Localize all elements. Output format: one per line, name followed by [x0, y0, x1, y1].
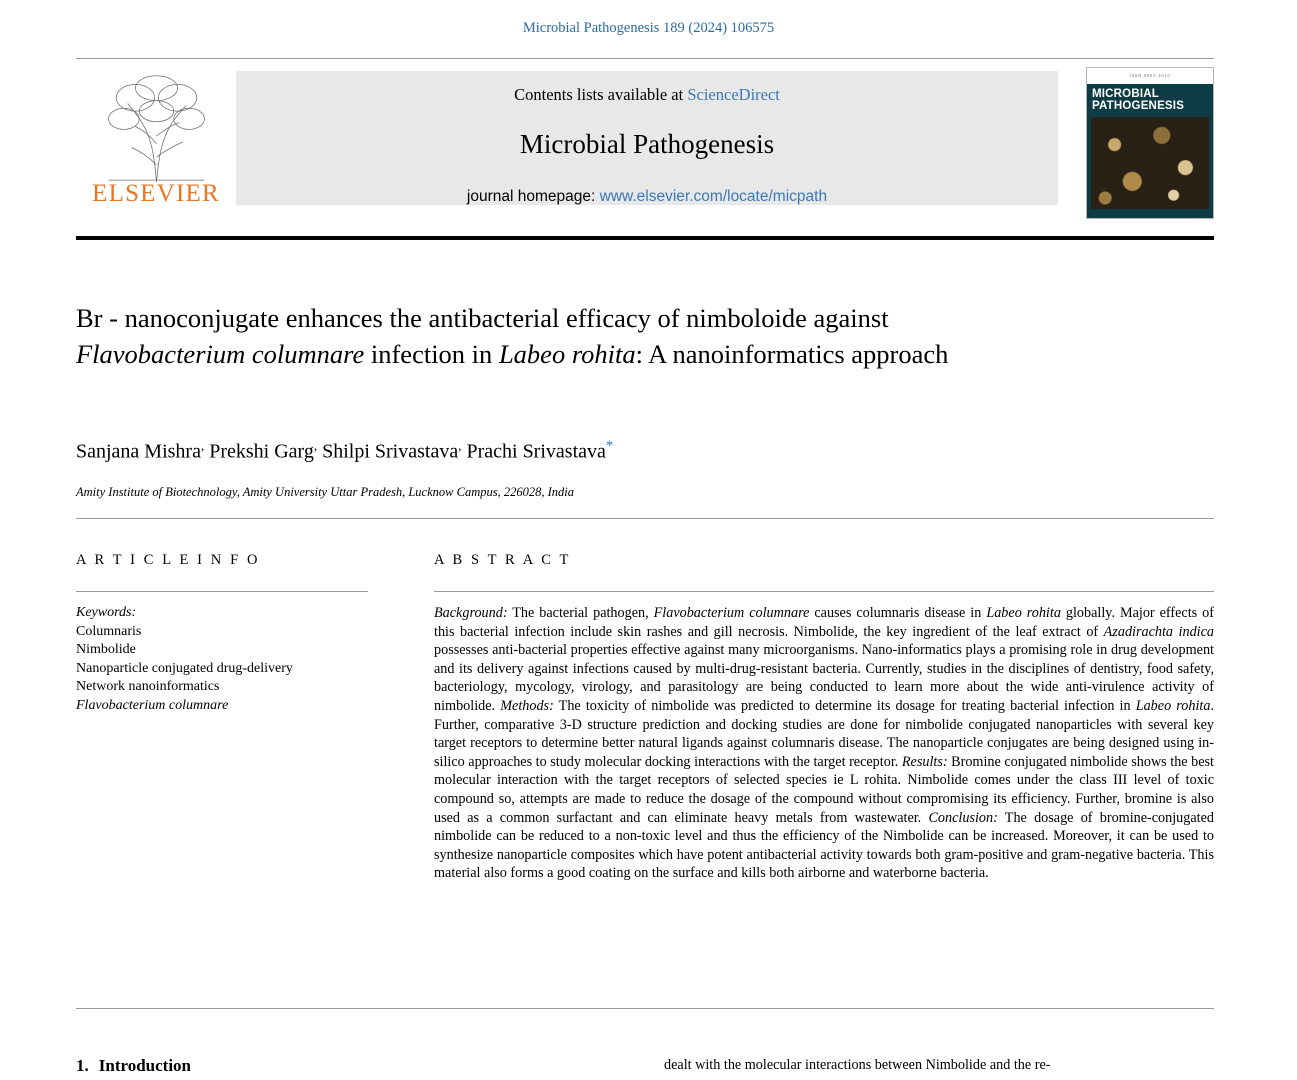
author-list: Sanjana Mishra, Prekshi Garg, Shilpi Srivastava, Prachi Srivastava*	[76, 438, 614, 463]
affiliation-rule	[76, 518, 1214, 519]
abstract-text-methods: The toxicity of nimbolide was predicted to determine its dosage for treating bacterial infection in Labeo rohita. Further, comparative 3-D structure prediction and docking studies are done for nimbolide conjugated nanoparticles with several key target receptors to determine better natural ligands against columnaris disease. The nanoparticle conjugates are being designed using in-silico approaches to study molecular docking interactions with the target receptor.	[434, 697, 1214, 770]
keywords-block	[76, 604, 368, 715]
section-number: 1.	[76, 1056, 89, 1075]
keyword-item: Nanoparticle conjugated drug-delivery	[76, 660, 293, 676]
running-head: Microbial Pathogenesis 189 (2024) 106575	[522, 20, 775, 36]
corresponding-author-marker[interactable]: *	[605, 438, 614, 454]
elsevier-wordmark: ELSEVIER	[92, 180, 220, 207]
article-info-column	[76, 552, 368, 715]
abstract-label-results: Results:	[901, 753, 948, 770]
title-part-1: Br - nanoconjugate enhances the antibacterial efficacy of nimboloide against	[76, 303, 889, 333]
cover-image	[1091, 117, 1209, 209]
section-heading-introduction	[76, 1056, 191, 1076]
abstract-text-results: Bromine conjugated nimbolide shows the best molecular interaction with the target receptors of selected species ie L rohita. Nimbolide comes under the class III level of toxic compound so, attempts are made to reduce the dosage of the compound without compromising its efficiency. Further, bromine is also used as a common surfactant and can eliminate heavy metals from wastewater.	[434, 753, 1215, 826]
journal-homepage-link[interactable]: www.elsevier.com/locate/micpath	[599, 188, 828, 205]
sciencedirect-link[interactable]: ScienceDirect	[687, 85, 780, 104]
contents-prefix: Contents lists available at	[514, 85, 684, 104]
journal-cover-thumbnail	[1086, 67, 1214, 219]
abstract-column	[434, 552, 1214, 883]
article-info-heading: A R T I C L E I N F O	[76, 552, 261, 568]
author-4[interactable]: Prachi Srivastava	[466, 440, 606, 463]
page-title	[76, 300, 1006, 372]
abstract-label-background: Background:	[434, 605, 508, 621]
section-title: Introduction	[98, 1056, 192, 1075]
cover-top-strip: ISSN 0882-4010	[1087, 68, 1213, 84]
affiliation: Amity Institute of Biotechnology, Amity University Uttar Pradesh, Lucknow Campus, 226028, India	[76, 485, 574, 499]
author-2[interactable]: Prekshi Garg	[209, 440, 314, 463]
keywords-label: Keywords:	[76, 605, 137, 620]
elsevier-tree-icon	[89, 69, 224, 184]
abstract-label-conclusion: Conclusion:	[928, 809, 998, 826]
masthead-bottom-rule	[76, 236, 1214, 240]
cover-title-line2: PATHOGENESIS	[1092, 100, 1185, 112]
article-info-rule	[76, 591, 368, 592]
keyword-item: Network nanoinformatics	[76, 679, 220, 694]
homepage-prefix: journal homepage:	[466, 188, 596, 205]
title-italic-1: Flavobacterium columnare	[76, 339, 365, 369]
journal-masthead	[76, 58, 1214, 219]
contents-available-line	[246, 85, 1048, 105]
keyword-item: Nimbolide	[76, 642, 136, 657]
journal-homepage-line	[246, 188, 1048, 206]
keyword-item: Columnaris	[76, 623, 142, 639]
elsevier-logo	[76, 59, 236, 219]
body-right-column-text: dealt with the molecular interactions between Nimbolide and the re-	[664, 1057, 1051, 1073]
author-3[interactable]: Shilpi Srivastava	[322, 440, 459, 463]
abstract-text-background: The bacterial pathogen, Flavobacterium columnare causes columnaris disease in Labeo rohita globally. Major effects of this bacterial infection include skin rashes and gill necrosis. Nimbolide, the key ingredient of the leaf extract of Azadirachta indica possesses anti-bacterial properties effective against many microorganisms. Nano-informatics plays a promising role in drug development and its delivery against infections caused by multi-drug-resistant bacteria. Currently, studies in the disciplines of dentistry, food safety, bacteriology, mycology, virology, and parasitology are being conducted to learn more about the wide anti-virulence activity of nimbolide.	[434, 605, 1215, 714]
author-1[interactable]: Sanjana Mishra	[76, 440, 201, 463]
journal-title: Microbial Pathogenesis	[519, 129, 775, 159]
title-part-2: infection in	[364, 339, 499, 369]
abstract-label-methods: Methods:	[500, 697, 554, 714]
abstract-text-conclusion: The dosage of bromine-conjugated nimbolide can be reduced to a non-toxic level and thus the efficiency of the Nimbolide can be increased. Moreover, it can be used to synthesize nanoparticle composites which have potent antibacterial activity towards both gram-positive and gram-negative bacteria. This material also forms a good coating on the surface and kills both airborne and waterborne bacteria.	[434, 809, 1215, 882]
cover-title-line1: MICROBIAL	[1092, 88, 1159, 100]
cover-title	[1087, 84, 1213, 115]
abstract-rule-top	[434, 591, 1214, 592]
title-part-3: : A nanoinformatics approach	[635, 339, 949, 369]
abstract-body	[434, 604, 1214, 883]
abstract-bottom-rule	[76, 1008, 1214, 1009]
masthead-center-band	[236, 71, 1058, 205]
keyword-item: Flavobacterium columnare	[76, 697, 229, 713]
title-italic-2: Labeo rohita	[498, 339, 636, 369]
abstract-heading: A B S T R A C T	[434, 552, 571, 568]
